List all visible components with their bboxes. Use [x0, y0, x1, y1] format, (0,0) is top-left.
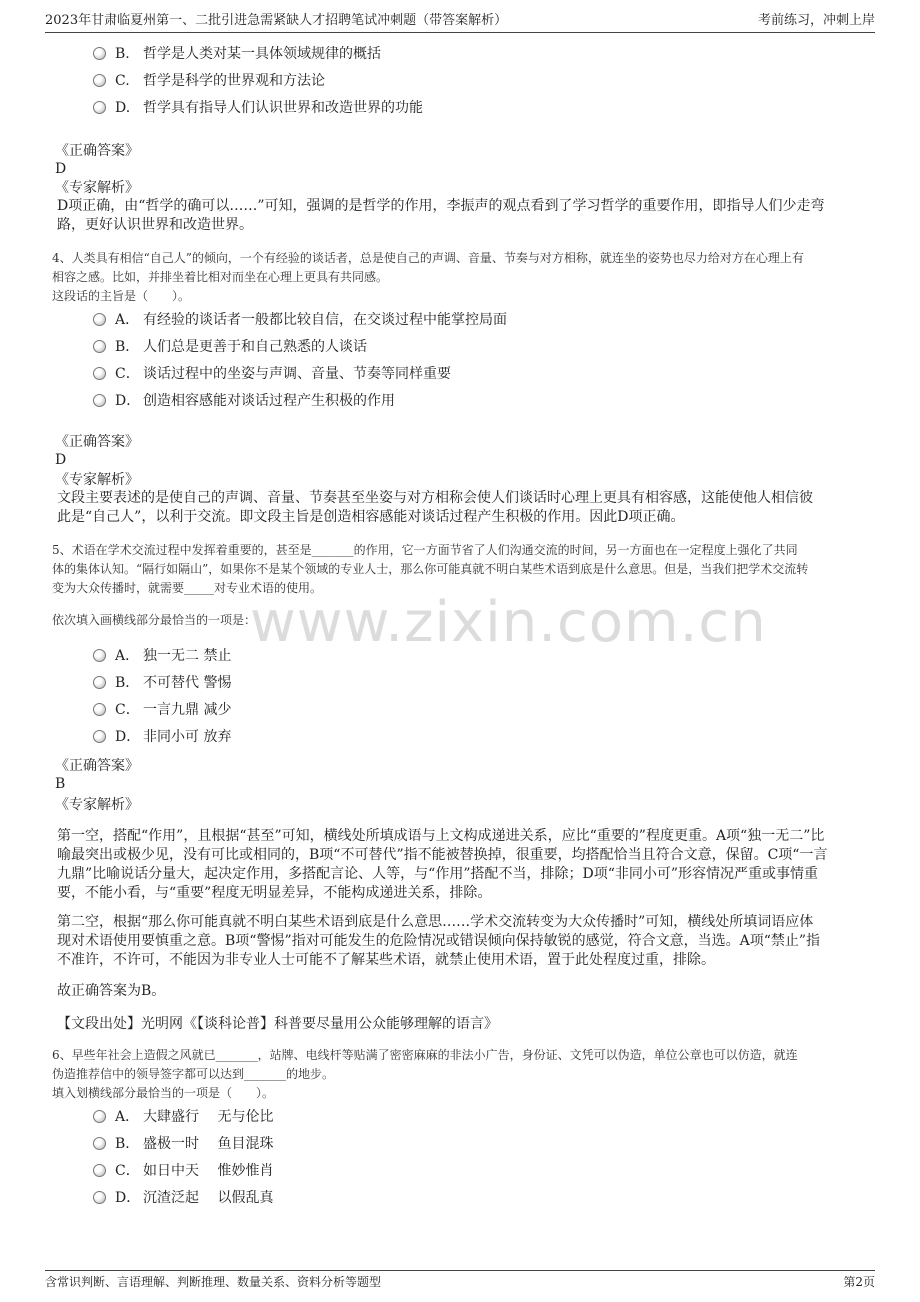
radio-icon[interactable]	[93, 74, 106, 87]
radio-icon[interactable]	[93, 703, 106, 716]
header-slogan: 考前练习，冲刺上岸	[757, 13, 875, 28]
q4-option-c[interactable]: C． 谈话过程中的坐姿与声调、音量、节奏等同样重要	[93, 365, 451, 383]
q6-option-b[interactable]: B． 盛极一时 鱼目混珠	[93, 1135, 273, 1153]
q6-stem: 6、早些年社会上造假之风就已_______，站牌、电线杆等贴满了密密麻麻的非法小广告，身份证、文凭可以伪造，单位公章也可以仿造，就连 伪造推荐信中的领导签字都可以达到_______的地步。 填入划横线部分最恰当的一项是（ ）。	[52, 1048, 798, 1100]
radio-icon[interactable]	[93, 313, 106, 326]
radio-icon[interactable]	[93, 1137, 106, 1150]
q3-option-c[interactable]: C. 哲学是科学的世界观和方法论	[93, 72, 325, 90]
q5-stem-question: 依次填入画横线部分最恰当的一项是：	[52, 613, 257, 627]
q6-option-a[interactable]: A． 大肆盛行 无与伦比	[93, 1108, 273, 1126]
q4-answer: D	[55, 452, 67, 468]
q5-analysis-paragraph-2: 第二空，根据“那么你可能真就不明白某些术语到底是什么意思……学术交流转变为大众传播时”可知，横线处所填词语应体 现对术语使用要慎重之意。B项“警惕”指对可能发生的危险情况或错误倾向保持敏锐的感觉，符合文意，当选。A项“禁止”指 不准许，不许可，不能因为非专业人士可能不了解某些术语，就禁止使用术语，置于此处程度过重，排除。	[57, 914, 821, 968]
radio-icon[interactable]	[93, 676, 106, 689]
q5-stem: 5、术语在学术交流过程中发挥着重要的，甚至是_______的作用，它一方面节省了人们沟通交流的时间，另一方面也在一定程度上强化了共同 体的集体认知。“隔行如隔山”，如果你不是某个领域的专业人士，那么你可能真就不明白某些术语到底是什么意思。但是，当我们把学术交流转 变为大众传播时，就需要_____对专业术语的使用。	[52, 543, 809, 595]
q6-option-d[interactable]: D． 沉渣泛起 以假乱真	[93, 1189, 273, 1207]
radio-icon[interactable]	[93, 101, 106, 114]
q5-analysis-paragraph-1: 第一空，搭配“作用”，且根据“甚至”可知，横线处所填成语与上文构成递进关系，应比“重要的”程度更重。A项“独一无二”比 喻最突出或极少见，没有可比或相同的，B项“不可替代”指不能被替换掉，很重要，均搭配恰当且符合文意，保留。C项“一言 九鼎”比喻说话分量大，起决定作用，多搭配言论、人等，与“作用”搭配不当，排除；D项“非同小可”形容情况严重或事情重 要，不能小看，与“重要”程度无明显差异，不能构成递进关系，排除。	[57, 828, 828, 901]
q4-answer-title: 《正确答案》	[55, 434, 139, 450]
radio-icon[interactable]	[93, 394, 106, 407]
q4-option-a[interactable]: A． 有经验的谈话者一般都比较自信，在交谈过程中能掌控局面	[93, 311, 507, 329]
q3-analysis-title: 《专家解析》	[55, 180, 139, 196]
q3-answer: D	[55, 161, 67, 177]
watermark: www.zixin.com.cn	[250, 590, 767, 655]
q3-analysis: D项正确，由“哲学的确可以……”可知，强调的是哲学的作用，李振声的观点看到了学习哲学的重要作用，即指导人们少走弯 路，更好认识世界和改造世界。	[57, 198, 825, 233]
page-number: 第2页	[843, 1275, 875, 1289]
q4-option-d[interactable]: D． 创造相容感能对谈话过程产生积极的作用	[93, 392, 395, 410]
q3-option-d[interactable]: D. 哲学具有指导人们认识世界和改造世界的功能	[93, 99, 423, 117]
q4-option-b[interactable]: B． 人们总是更善于和自己熟悉的人谈话	[93, 338, 367, 356]
page-footer	[45, 1270, 875, 1289]
radio-icon[interactable]	[93, 649, 106, 662]
radio-icon[interactable]	[93, 367, 106, 380]
q5-source: 【文段出处】光明网《【谈科论普】科普要尽量用公众能够理解的语言》	[57, 1016, 498, 1032]
document-title: 2023年甘肃临夏州第一、二批引进急需紧缺人才招聘笔试冲刺题（带答案解析）	[45, 13, 508, 28]
footer-topics: 含常识判断、言语理解、判断推理、数量关系、资料分析等题型	[45, 1275, 382, 1289]
q5-option-b[interactable]: B． 不可替代 警惕	[93, 674, 231, 692]
q3-option-b[interactable]: B. 哲学是人类对某一具体领域规律的概括	[93, 45, 381, 63]
q5-analysis-title: 《专家解析》	[55, 797, 139, 813]
q5-answer-title: 《正确答案》	[55, 758, 139, 774]
radio-icon[interactable]	[93, 1191, 106, 1204]
q3-answer-title: 《正确答案》	[55, 143, 139, 159]
q5-option-c[interactable]: C． 一言九鼎 减少	[93, 701, 231, 719]
q4-analysis-title: 《专家解析》	[55, 472, 139, 488]
page-header	[45, 12, 875, 33]
radio-icon[interactable]	[93, 340, 106, 353]
q6-option-c[interactable]: C． 如日中天 惟妙惟肖	[93, 1162, 273, 1180]
radio-icon[interactable]	[93, 47, 106, 60]
q5-answer: B	[55, 776, 66, 792]
q5-conclusion: 故正确答案为B。	[57, 983, 166, 999]
q4-stem: 4、人类具有相信“自己人”的倾向，一个有经验的谈话者，总是使自己的声调、音量、节奏与对方相称，就连坐的姿势也尽力给对方在心理上有 相容之感。比如，并排坐着比相对而坐在心理上更具有共同感。 这段话的主旨是（ ）。	[52, 251, 804, 303]
radio-icon[interactable]	[93, 730, 106, 743]
q5-option-d[interactable]: D． 非同小可 放弃	[93, 728, 231, 746]
radio-icon[interactable]	[93, 1164, 106, 1177]
q4-analysis: 文段主要表述的是使自己的声调、音量、节奏甚至坐姿与对方相称会使人们谈话时心理上更具有相容感，这能使他人相信彼 此是“自己人”，以利于交流。即文段主旨是创造相容感能对谈话过程产生积极的作用。因此D项正确。	[57, 490, 813, 525]
q5-option-a[interactable]: A． 独一无二 禁止	[93, 647, 231, 665]
radio-icon[interactable]	[93, 1110, 106, 1123]
